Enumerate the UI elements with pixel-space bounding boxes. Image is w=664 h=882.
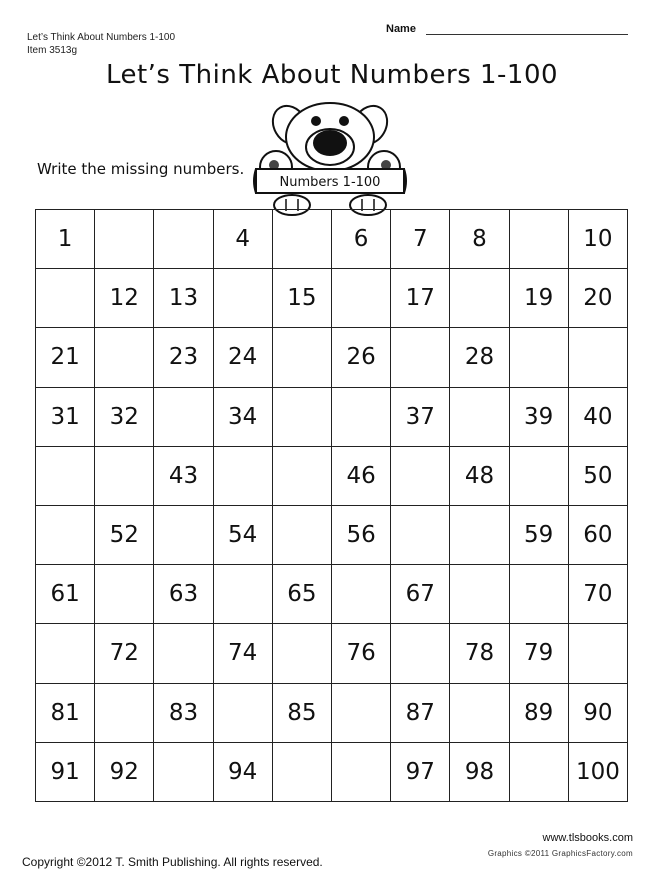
banner-text: Numbers 1-100 [279,175,381,190]
blank-cell[interactable] [273,328,332,387]
number-cell: 39 [510,388,569,447]
number-cell: 23 [154,328,213,387]
blank-cell[interactable] [332,269,391,328]
blank-cell[interactable] [154,210,213,269]
blank-cell[interactable] [36,447,95,506]
number-cell: 63 [154,565,213,624]
number-grid [35,209,628,802]
blank-cell[interactable] [95,684,154,743]
number-cell: 56 [332,506,391,565]
blank-cell[interactable] [36,624,95,683]
blank-cell[interactable] [391,447,450,506]
blank-cell[interactable] [273,743,332,802]
number-cell: 10 [569,210,628,269]
blank-cell[interactable] [214,565,273,624]
number-cell: 92 [95,743,154,802]
blank-cell[interactable] [36,506,95,565]
number-cell: 26 [332,328,391,387]
number-cell: 37 [391,388,450,447]
number-cell: 17 [391,269,450,328]
number-cell: 40 [569,388,628,447]
number-cell: 65 [273,565,332,624]
blank-cell[interactable] [154,743,213,802]
number-cell: 48 [450,447,509,506]
dog-mascot-illustration [250,97,410,217]
number-cell: 78 [450,624,509,683]
number-cell: 87 [391,684,450,743]
number-cell: 90 [569,684,628,743]
number-cell: 8 [450,210,509,269]
blank-cell[interactable] [332,388,391,447]
blank-cell[interactable] [332,684,391,743]
number-cell: 12 [95,269,154,328]
blank-cell[interactable] [450,388,509,447]
number-cell: 50 [569,447,628,506]
item-info [27,31,175,57]
number-cell: 15 [273,269,332,328]
name-label: Name [386,23,416,35]
graphics-credit: Graphics ©2011 GraphicsFactory.com [487,849,633,858]
website-url: www.tlsbooks.com [542,832,633,844]
blank-cell[interactable] [273,210,332,269]
item-number: Item 3513g [27,45,78,56]
number-cell: 13 [154,269,213,328]
blank-cell[interactable] [273,624,332,683]
number-cell: 19 [510,269,569,328]
blank-cell[interactable] [273,388,332,447]
blank-cell[interactable] [391,506,450,565]
number-cell: 79 [510,624,569,683]
blank-cell[interactable] [510,565,569,624]
blank-cell[interactable] [332,743,391,802]
number-cell: 24 [214,328,273,387]
name-field [386,23,628,37]
number-cell: 7 [391,210,450,269]
worksheet-name: Let’s Think About Numbers 1-100 [27,32,176,43]
blank-cell[interactable] [214,269,273,328]
number-cell: 34 [214,388,273,447]
number-cell: 61 [36,565,95,624]
number-cell: 20 [569,269,628,328]
number-cell: 4 [214,210,273,269]
number-cell: 46 [332,447,391,506]
blank-cell[interactable] [391,328,450,387]
blank-cell[interactable] [332,565,391,624]
number-cell: 52 [95,506,154,565]
blank-cell[interactable] [450,684,509,743]
blank-cell[interactable] [450,269,509,328]
blank-cell[interactable] [510,743,569,802]
number-cell: 89 [510,684,569,743]
blank-cell[interactable] [273,447,332,506]
number-cell: 43 [154,447,213,506]
blank-cell[interactable] [95,210,154,269]
page-title: Let’s Think About Numbers 1-100 [105,60,559,90]
number-cell: 70 [569,565,628,624]
number-cell: 59 [510,506,569,565]
number-cell: 6 [332,210,391,269]
instruction-text: Write the missing numbers. [37,160,245,178]
blank-cell[interactable] [95,447,154,506]
name-blank-line [426,34,628,35]
blank-cell[interactable] [391,624,450,683]
copyright-notice: Copyright ©2012 T. Smith Publishing. All rights reserved. [22,855,323,869]
blank-cell[interactable] [214,684,273,743]
number-cell: 76 [332,624,391,683]
number-cell: 60 [569,506,628,565]
blank-cell[interactable] [214,447,273,506]
number-cell: 67 [391,565,450,624]
blank-cell[interactable] [154,388,213,447]
blank-cell[interactable] [154,624,213,683]
blank-cell[interactable] [450,565,509,624]
number-cell: 94 [214,743,273,802]
number-cell: 1 [36,210,95,269]
number-cell: 74 [214,624,273,683]
number-cell: 21 [36,328,95,387]
blank-cell[interactable] [569,328,628,387]
number-cell: 32 [95,388,154,447]
number-cell: 81 [36,684,95,743]
number-cell: 91 [36,743,95,802]
blank-cell[interactable] [510,328,569,387]
number-cell: 31 [36,388,95,447]
blank-cell[interactable] [569,624,628,683]
blank-cell[interactable] [95,328,154,387]
blank-cell[interactable] [95,565,154,624]
number-cell: 85 [273,684,332,743]
number-cell: 54 [214,506,273,565]
blank-cell[interactable] [154,506,213,565]
number-cell: 100 [569,743,628,802]
number-cell: 98 [450,743,509,802]
blank-cell[interactable] [450,506,509,565]
number-cell: 28 [450,328,509,387]
number-cell: 83 [154,684,213,743]
blank-cell[interactable] [510,210,569,269]
blank-cell[interactable] [510,447,569,506]
number-cell: 97 [391,743,450,802]
blank-cell[interactable] [273,506,332,565]
blank-cell[interactable] [36,269,95,328]
number-cell: 72 [95,624,154,683]
